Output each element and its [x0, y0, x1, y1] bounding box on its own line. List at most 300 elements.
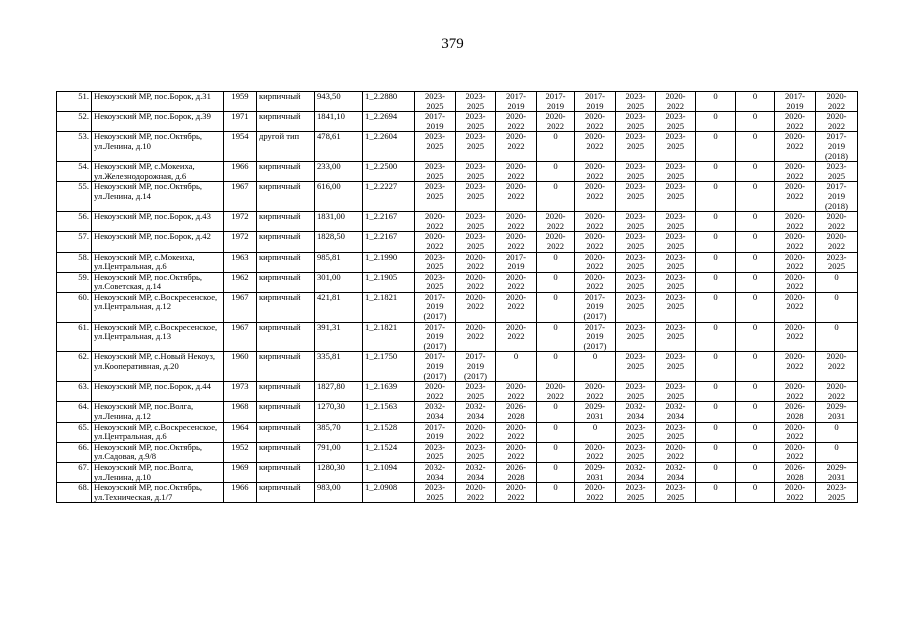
- cell-period-9: 0: [736, 232, 775, 252]
- cell-period-4: 0: [537, 422, 575, 442]
- cell-period-7: 2023- 2025: [656, 132, 696, 162]
- cell-period-7: 2032- 2034: [656, 402, 696, 422]
- cell-period-2: 2020- 2022: [456, 252, 496, 272]
- cell-period-1: 2023- 2025: [415, 182, 456, 212]
- cell-period-1: 2017- 2019 (2017): [415, 322, 456, 352]
- cell-row-number: 57.: [57, 232, 92, 252]
- table-row: [57, 112, 858, 132]
- cell-year-built: 1966: [224, 483, 257, 503]
- cell-period-1: 2020- 2022: [415, 382, 456, 402]
- cell-period-3: 2020- 2022: [496, 232, 537, 252]
- table-row: [57, 272, 858, 292]
- cell-period-11: 2020- 2022: [816, 112, 858, 132]
- cell-area: 1827,80: [315, 382, 363, 402]
- cell-period-7: 2023- 2025: [656, 322, 696, 352]
- cell-period-2: 2020- 2022: [456, 272, 496, 292]
- table-row: [57, 483, 858, 503]
- cell-period-4: 0: [537, 483, 575, 503]
- cell-period-5: 2020- 2022: [575, 232, 616, 252]
- cell-period-7: 2023- 2025: [656, 483, 696, 503]
- cell-period-5: 2020- 2022: [575, 212, 616, 232]
- cell-period-2: 2023- 2025: [456, 92, 496, 112]
- cell-period-3: 2020- 2022: [496, 422, 537, 442]
- cell-period-8: 0: [696, 272, 736, 292]
- cell-area: 1270,30: [315, 402, 363, 422]
- cell-wall-material: кирпичный: [257, 402, 315, 422]
- cell-year-built: 1952: [224, 442, 257, 462]
- cell-period-9: 0: [736, 132, 775, 162]
- cell-address: Некоузский МР, пос.Борок, д.44: [92, 382, 224, 402]
- cell-period-9: 0: [736, 483, 775, 503]
- cell-row-number: 65.: [57, 422, 92, 442]
- cell-period-1: 2023- 2025: [415, 442, 456, 462]
- cell-area: 421,81: [315, 292, 363, 322]
- table-row: [57, 442, 858, 462]
- cell-year-built: 1959: [224, 92, 257, 112]
- cell-period-6: 2023- 2025: [616, 272, 656, 292]
- cell-period-11: 0: [816, 272, 858, 292]
- table-body: [57, 92, 858, 503]
- cell-period-2: 2023- 2025: [456, 132, 496, 162]
- cell-period-9: 0: [736, 322, 775, 352]
- cell-address: Некоузский МР, пос.Волга, ул.Ленина, д.12: [92, 402, 224, 422]
- cell-area: 616,00: [315, 182, 363, 212]
- cell-building-code: 1_2.2167: [363, 232, 415, 252]
- cell-building-code: 1_2.2227: [363, 182, 415, 212]
- cell-period-1: 2023- 2025: [415, 483, 456, 503]
- cell-period-10: 2026- 2028: [775, 462, 816, 482]
- cell-area: 985,81: [315, 252, 363, 272]
- cell-year-built: 1973: [224, 382, 257, 402]
- housing-registry-table: [56, 91, 858, 503]
- cell-period-10: 2020- 2022: [775, 442, 816, 462]
- cell-period-3: 2020- 2022: [496, 272, 537, 292]
- cell-period-7: 2023- 2025: [656, 162, 696, 182]
- cell-address: Некоузский МР, пос.Борок, д.42: [92, 232, 224, 252]
- cell-period-9: 0: [736, 292, 775, 322]
- cell-area: 983,00: [315, 483, 363, 503]
- cell-period-5: 2017- 2019 (2017): [575, 292, 616, 322]
- cell-period-10: 2020- 2022: [775, 132, 816, 162]
- cell-building-code: 1_2.1528: [363, 422, 415, 442]
- cell-period-8: 0: [696, 232, 736, 252]
- cell-wall-material: кирпичный: [257, 442, 315, 462]
- cell-row-number: 67.: [57, 462, 92, 482]
- cell-period-11: 2029- 2031: [816, 402, 858, 422]
- cell-period-4: 2017- 2019: [537, 92, 575, 112]
- cell-period-11: 2020- 2022: [816, 382, 858, 402]
- cell-period-5: 2029- 2031: [575, 402, 616, 422]
- cell-period-10: 2020- 2022: [775, 483, 816, 503]
- cell-row-number: 54.: [57, 162, 92, 182]
- cell-period-6: 2023- 2025: [616, 292, 656, 322]
- cell-area: 301,00: [315, 272, 363, 292]
- cell-period-11: 0: [816, 322, 858, 352]
- cell-period-10: 2020- 2022: [775, 162, 816, 182]
- table-row: [57, 92, 858, 112]
- cell-period-9: 0: [736, 462, 775, 482]
- cell-period-4: 2020- 2022: [537, 212, 575, 232]
- cell-period-5: 2020- 2022: [575, 252, 616, 272]
- cell-period-7: 2023- 2025: [656, 272, 696, 292]
- cell-row-number: 59.: [57, 272, 92, 292]
- cell-year-built: 1968: [224, 402, 257, 422]
- cell-period-9: 0: [736, 182, 775, 212]
- cell-period-9: 0: [736, 112, 775, 132]
- cell-row-number: 63.: [57, 382, 92, 402]
- cell-building-code: 1_2.1905: [363, 272, 415, 292]
- cell-period-3: 2020- 2022: [496, 483, 537, 503]
- cell-period-9: 0: [736, 252, 775, 272]
- cell-year-built: 1964: [224, 422, 257, 442]
- cell-building-code: 1_2.2694: [363, 112, 415, 132]
- cell-period-6: 2032- 2034: [616, 462, 656, 482]
- cell-year-built: 1972: [224, 212, 257, 232]
- cell-year-built: 1972: [224, 232, 257, 252]
- cell-period-9: 0: [736, 92, 775, 112]
- cell-period-1: 2023- 2025: [415, 132, 456, 162]
- cell-building-code: 1_2.1563: [363, 402, 415, 422]
- cell-period-8: 0: [696, 462, 736, 482]
- table-row: [57, 352, 858, 382]
- cell-period-1: 2023- 2025: [415, 272, 456, 292]
- cell-address: Некоузский МР, пос.Октябрь, ул.Техническая, д.1/7: [92, 483, 224, 503]
- cell-period-8: 0: [696, 352, 736, 382]
- cell-period-8: 0: [696, 483, 736, 503]
- cell-period-7: 2023- 2025: [656, 212, 696, 232]
- cell-area: 385,70: [315, 422, 363, 442]
- cell-building-code: 1_2.2604: [363, 132, 415, 162]
- cell-period-6: 2023- 2025: [616, 162, 656, 182]
- cell-period-3: 2020- 2022: [496, 162, 537, 182]
- cell-area: 335,81: [315, 352, 363, 382]
- cell-period-8: 0: [696, 112, 736, 132]
- cell-period-6: 2023- 2025: [616, 483, 656, 503]
- cell-area: 1841,10: [315, 112, 363, 132]
- cell-period-8: 0: [696, 162, 736, 182]
- cell-building-code: 1_2.2880: [363, 92, 415, 112]
- cell-period-11: 2020- 2022: [816, 92, 858, 112]
- cell-period-7: 2023- 2025: [656, 112, 696, 132]
- cell-year-built: 1954: [224, 132, 257, 162]
- cell-period-9: 0: [736, 212, 775, 232]
- cell-period-11: 2020- 2022: [816, 352, 858, 382]
- cell-period-5: 2020- 2022: [575, 382, 616, 402]
- cell-period-3: 2020- 2022: [496, 382, 537, 402]
- table-row: [57, 182, 858, 212]
- cell-period-1: 2017- 2019 (2017): [415, 352, 456, 382]
- cell-period-2: 2023- 2025: [456, 442, 496, 462]
- table-row: [57, 252, 858, 272]
- cell-year-built: 1967: [224, 322, 257, 352]
- cell-wall-material: кирпичный: [257, 382, 315, 402]
- cell-building-code: 1_2.1821: [363, 322, 415, 352]
- cell-period-10: 2020- 2022: [775, 382, 816, 402]
- cell-period-5: 2020- 2022: [575, 442, 616, 462]
- cell-period-8: 0: [696, 442, 736, 462]
- cell-building-code: 1_2.2500: [363, 162, 415, 182]
- cell-row-number: 68.: [57, 483, 92, 503]
- cell-wall-material: кирпичный: [257, 483, 315, 503]
- cell-period-2: 2020- 2022: [456, 322, 496, 352]
- cell-period-9: 0: [736, 402, 775, 422]
- cell-building-code: 1_2.1639: [363, 382, 415, 402]
- cell-row-number: 55.: [57, 182, 92, 212]
- cell-period-8: 0: [696, 422, 736, 442]
- cell-area: 943,50: [315, 92, 363, 112]
- cell-period-5: 0: [575, 352, 616, 382]
- cell-period-4: 0: [537, 272, 575, 292]
- cell-row-number: 53.: [57, 132, 92, 162]
- cell-period-10: 2020- 2022: [775, 182, 816, 212]
- cell-period-4: 0: [537, 252, 575, 272]
- cell-year-built: 1967: [224, 182, 257, 212]
- cell-address: Некоузский МР, пос.Волга, ул.Ленина, д.10: [92, 462, 224, 482]
- cell-period-9: 0: [736, 442, 775, 462]
- table-row: [57, 462, 858, 482]
- cell-period-11: 0: [816, 442, 858, 462]
- cell-period-3: 2020- 2022: [496, 292, 537, 322]
- cell-row-number: 66.: [57, 442, 92, 462]
- cell-wall-material: кирпичный: [257, 352, 315, 382]
- cell-period-4: 0: [537, 132, 575, 162]
- cell-wall-material: другой тип: [257, 132, 315, 162]
- cell-period-9: 0: [736, 352, 775, 382]
- cell-period-6: 2023- 2025: [616, 132, 656, 162]
- cell-period-3: 2017- 2019: [496, 92, 537, 112]
- cell-period-7: 2023- 2025: [656, 382, 696, 402]
- cell-period-10: 2026- 2028: [775, 402, 816, 422]
- table-row: [57, 162, 858, 182]
- cell-period-6: 2023- 2025: [616, 442, 656, 462]
- table-row: [57, 232, 858, 252]
- cell-period-2: 2023- 2025: [456, 112, 496, 132]
- cell-period-10: 2020- 2022: [775, 212, 816, 232]
- cell-period-10: 2020- 2022: [775, 112, 816, 132]
- cell-period-8: 0: [696, 132, 736, 162]
- cell-period-2: 2023- 2025: [456, 382, 496, 402]
- cell-row-number: 61.: [57, 322, 92, 352]
- cell-period-2: 2020- 2022: [456, 292, 496, 322]
- cell-period-9: 0: [736, 422, 775, 442]
- cell-row-number: 60.: [57, 292, 92, 322]
- cell-period-1: 2017- 2019: [415, 422, 456, 442]
- cell-period-11: 2020- 2022: [816, 232, 858, 252]
- cell-wall-material: кирпичный: [257, 182, 315, 212]
- cell-period-6: 2023- 2025: [616, 232, 656, 252]
- cell-period-3: 2026- 2028: [496, 402, 537, 422]
- cell-period-9: 0: [736, 382, 775, 402]
- cell-wall-material: кирпичный: [257, 232, 315, 252]
- cell-period-11: 2017- 2019 (2018): [816, 132, 858, 162]
- cell-period-9: 0: [736, 162, 775, 182]
- cell-period-1: 2020- 2022: [415, 232, 456, 252]
- cell-period-3: 0: [496, 352, 537, 382]
- cell-year-built: 1969: [224, 462, 257, 482]
- cell-period-7: 2023- 2025: [656, 232, 696, 252]
- cell-address: Некоузский МР, пос.Борок, д.31: [92, 92, 224, 112]
- cell-period-11: 2023- 2025: [816, 162, 858, 182]
- cell-period-8: 0: [696, 292, 736, 322]
- cell-address: Некоузский МР, с.Новый Некоуз, ул.Кооперативная, д.20: [92, 352, 224, 382]
- cell-row-number: 64.: [57, 402, 92, 422]
- table-row: [57, 422, 858, 442]
- cell-period-6: 2032- 2034: [616, 402, 656, 422]
- cell-period-4: 2020- 2022: [537, 382, 575, 402]
- cell-building-code: 1_2.1990: [363, 252, 415, 272]
- cell-period-10: 2017- 2019: [775, 92, 816, 112]
- cell-period-5: 2020- 2022: [575, 272, 616, 292]
- cell-period-7: 2023- 2025: [656, 422, 696, 442]
- cell-period-1: 2023- 2025: [415, 252, 456, 272]
- cell-period-5: 2029- 2031: [575, 462, 616, 482]
- cell-row-number: 58.: [57, 252, 92, 272]
- table-row: [57, 322, 858, 352]
- cell-address: Некоузский МР, пос.Октябрь, ул.Садовая, д.9/8: [92, 442, 224, 462]
- cell-period-8: 0: [696, 182, 736, 212]
- cell-building-code: 1_2.1750: [363, 352, 415, 382]
- cell-period-3: 2020- 2022: [496, 322, 537, 352]
- cell-period-2: 2023- 2025: [456, 182, 496, 212]
- cell-period-3: 2020- 2022: [496, 132, 537, 162]
- cell-period-11: 2029- 2031: [816, 462, 858, 482]
- cell-period-3: 2026- 2028: [496, 462, 537, 482]
- cell-period-1: 2032- 2034: [415, 402, 456, 422]
- cell-area: 1280,30: [315, 462, 363, 482]
- cell-period-5: 2017- 2019 (2017): [575, 322, 616, 352]
- cell-address: Некоузский МР, пос.Октябрь, ул.Ленина, д.14: [92, 182, 224, 212]
- cell-wall-material: кирпичный: [257, 292, 315, 322]
- table-row: [57, 292, 858, 322]
- cell-building-code: 1_2.2167: [363, 212, 415, 232]
- cell-period-2: 2020- 2022: [456, 422, 496, 442]
- cell-wall-material: кирпичный: [257, 92, 315, 112]
- cell-period-1: 2023- 2025: [415, 92, 456, 112]
- cell-wall-material: кирпичный: [257, 462, 315, 482]
- cell-row-number: 51.: [57, 92, 92, 112]
- cell-row-number: 62.: [57, 352, 92, 382]
- cell-period-5: 2020- 2022: [575, 182, 616, 212]
- cell-period-7: 2023- 2025: [656, 292, 696, 322]
- cell-period-9: 0: [736, 272, 775, 292]
- table-row: [57, 402, 858, 422]
- cell-building-code: 1_2.1094: [363, 462, 415, 482]
- cell-period-6: 2023- 2025: [616, 322, 656, 352]
- cell-period-5: 2017- 2019: [575, 92, 616, 112]
- cell-period-7: 2020- 2022: [656, 442, 696, 462]
- cell-period-2: 2020- 2022: [456, 483, 496, 503]
- cell-period-2: 2023- 2025: [456, 162, 496, 182]
- cell-area: 791,00: [315, 442, 363, 462]
- cell-area: 478,61: [315, 132, 363, 162]
- cell-year-built: 1971: [224, 112, 257, 132]
- table-row: [57, 132, 858, 162]
- cell-address: Некоузский МР, с.Воскресенское, ул.Центральная, д.6: [92, 422, 224, 442]
- cell-wall-material: кирпичный: [257, 272, 315, 292]
- cell-period-7: 2023- 2025: [656, 252, 696, 272]
- cell-address: Некоузский МР, с.Мокеиха, ул.Железнодорожная, д.6: [92, 162, 224, 182]
- cell-address: Некоузский МР, пос.Борок, д.39: [92, 112, 224, 132]
- cell-year-built: 1962: [224, 272, 257, 292]
- cell-period-4: 2020- 2022: [537, 232, 575, 252]
- cell-period-5: 2020- 2022: [575, 132, 616, 162]
- cell-address: Некоузский МР, с.Воскресенское, ул.Центральная, д.12: [92, 292, 224, 322]
- cell-area: 1828,50: [315, 232, 363, 252]
- cell-period-6: 2023- 2025: [616, 92, 656, 112]
- cell-period-3: 2017- 2019: [496, 252, 537, 272]
- cell-year-built: 1967: [224, 292, 257, 322]
- cell-period-10: 2020- 2022: [775, 352, 816, 382]
- cell-period-10: 2020- 2022: [775, 292, 816, 322]
- cell-period-10: 2020- 2022: [775, 252, 816, 272]
- cell-wall-material: кирпичный: [257, 162, 315, 182]
- cell-building-code: 1_2.0908: [363, 483, 415, 503]
- cell-wall-material: кирпичный: [257, 252, 315, 272]
- cell-period-8: 0: [696, 212, 736, 232]
- cell-period-4: 2020- 2022: [537, 112, 575, 132]
- cell-period-11: 0: [816, 422, 858, 442]
- cell-period-6: 2023- 2025: [616, 352, 656, 382]
- cell-building-code: 1_2.1821: [363, 292, 415, 322]
- cell-period-2: 2023- 2025: [456, 232, 496, 252]
- page-number: 379: [441, 36, 464, 52]
- cell-wall-material: кирпичный: [257, 422, 315, 442]
- cell-address: Некоузский МР, пос.Октябрь, ул.Советская, д.14: [92, 272, 224, 292]
- cell-period-3: 2020- 2022: [496, 112, 537, 132]
- cell-period-11: 2023- 2025: [816, 252, 858, 272]
- cell-period-11: 2017- 2019 (2018): [816, 182, 858, 212]
- cell-period-5: 0: [575, 422, 616, 442]
- cell-period-8: 0: [696, 402, 736, 422]
- cell-period-1: 2032- 2034: [415, 462, 456, 482]
- cell-period-6: 2023- 2025: [616, 212, 656, 232]
- cell-period-4: 0: [537, 402, 575, 422]
- cell-period-6: 2023- 2025: [616, 252, 656, 272]
- cell-period-8: 0: [696, 252, 736, 272]
- cell-period-6: 2023- 2025: [616, 112, 656, 132]
- cell-year-built: 1966: [224, 162, 257, 182]
- cell-period-7: 2020- 2022: [656, 92, 696, 112]
- cell-period-11: 2023- 2025: [816, 483, 858, 503]
- cell-period-5: 2020- 2022: [575, 162, 616, 182]
- cell-year-built: 1963: [224, 252, 257, 272]
- cell-period-4: 0: [537, 162, 575, 182]
- cell-address: Некоузский МР, с.Мокеиха, ул.Центральная, д.6: [92, 252, 224, 272]
- cell-address: Некоузский МР, пос.Борок, д.43: [92, 212, 224, 232]
- cell-period-4: 0: [537, 442, 575, 462]
- cell-period-1: 2020- 2022: [415, 212, 456, 232]
- cell-period-4: 0: [537, 322, 575, 352]
- table-row: [57, 212, 858, 232]
- cell-row-number: 56.: [57, 212, 92, 232]
- cell-area: 1831,00: [315, 212, 363, 232]
- cell-period-11: 0: [816, 292, 858, 322]
- cell-period-4: 0: [537, 182, 575, 212]
- cell-period-3: 2020- 2022: [496, 442, 537, 462]
- cell-period-3: 2020- 2022: [496, 212, 537, 232]
- cell-period-10: 2020- 2022: [775, 422, 816, 442]
- cell-year-built: 1960: [224, 352, 257, 382]
- cell-period-10: 2020- 2022: [775, 272, 816, 292]
- cell-wall-material: кирпичный: [257, 212, 315, 232]
- cell-wall-material: кирпичный: [257, 322, 315, 352]
- cell-period-2: 2023- 2025: [456, 212, 496, 232]
- cell-area: 391,31: [315, 322, 363, 352]
- cell-period-6: 2023- 2025: [616, 382, 656, 402]
- cell-period-11: 2020- 2022: [816, 212, 858, 232]
- cell-address: Некоузский МР, с.Воскресенское, ул.Центральная, д.13: [92, 322, 224, 352]
- cell-period-3: 2020- 2022: [496, 182, 537, 212]
